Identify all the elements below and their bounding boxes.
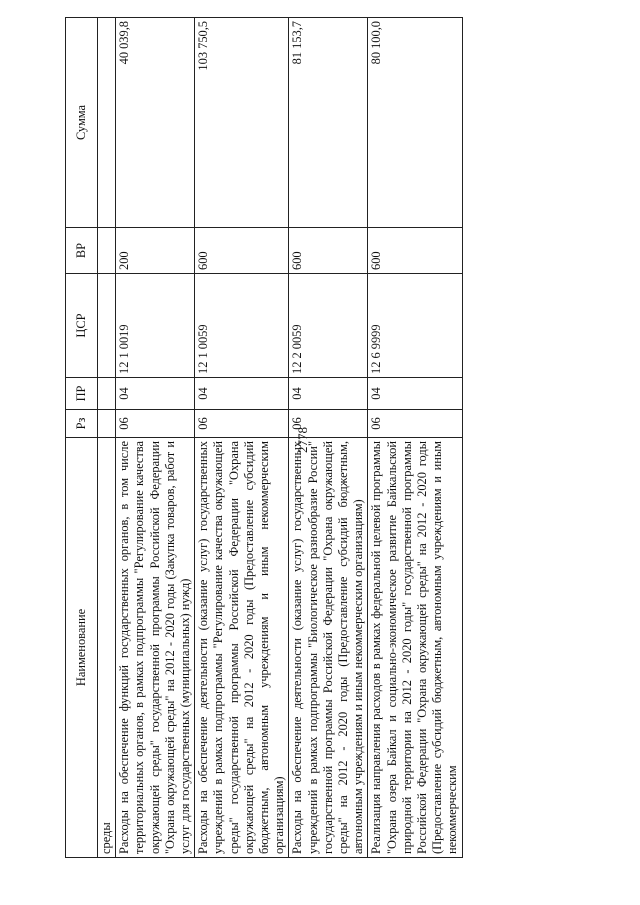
- table-row: [368, 18, 462, 858]
- row-pr: 04: [116, 378, 195, 410]
- budget-table: [65, 17, 463, 858]
- row-csr: 12 2 0059: [289, 274, 368, 378]
- header-vr: ВР: [66, 228, 98, 274]
- table-row: [289, 18, 368, 858]
- row-csr: 12 1 0019: [116, 274, 195, 378]
- header-rz: Рз: [66, 410, 98, 438]
- rotated-page: [65, 18, 640, 858]
- row-pr: [98, 378, 116, 410]
- page-number: 2778: [295, 427, 310, 453]
- row-csr: 12 1 0059: [195, 274, 289, 378]
- table-row: [116, 18, 195, 858]
- row-name: Расходы на обеспечение деятельности (оказание услуг) государственных учреждений в рамках подпрограммы "Биологическое разнообразие России" государственной программы Российской Федерации "Охрана окружающей среды" на 2012 - 2020 годы (Предоставление субсидий бюджетным, автономным учреждениям и иным некоммерческим организациям): [289, 438, 368, 858]
- row-rz: 06: [116, 410, 195, 438]
- table-row: [195, 18, 289, 858]
- row-vr: [98, 228, 116, 274]
- row-rz: 06: [289, 410, 368, 438]
- row-vr: 600: [289, 228, 368, 274]
- table-header-row: [66, 18, 98, 858]
- row-pr: 04: [368, 378, 462, 410]
- row-rz: 06: [368, 410, 462, 438]
- row-name: среды: [98, 438, 116, 858]
- row-vr: 600: [195, 228, 289, 274]
- header-name: Наименование: [66, 438, 98, 858]
- row-name: Расходы на обеспечение функций государственных органов, в том числе территориальных органов, в рамках подпрограммы "Регулирование качества окружающей среды" государственной программы Российской Федерации "Охрана окружающей среды" на 2012 - 2020 годы (Закупка товаров, работ и услуг для государственных (муниципальных) нужд): [116, 438, 195, 858]
- row-name: Реализация направления расходов в рамках федеральной целевой программы "Охрана озера Байкал и социально-экономическое развитие Байкальской природной территории на 2012 - 2020 годы" государственной программы Российской Федерации "Охрана окружающей среды" на 2012 - 2020 годы (Предоставление субсидий бюджетным, автономным учреждениям и иным некоммерческим: [368, 438, 462, 858]
- header-sum: Сумма: [66, 18, 98, 228]
- row-csr: [98, 274, 116, 378]
- header-csr: ЦСР: [66, 274, 98, 378]
- row-pr: 04: [289, 378, 368, 410]
- row-csr: 12 6 9999: [368, 274, 462, 378]
- table-row: [98, 18, 116, 858]
- row-vr: 200: [116, 228, 195, 274]
- row-rz: 06: [195, 410, 289, 438]
- row-sum: 40 039,8: [116, 18, 195, 228]
- row-sum: 103 750,5: [195, 18, 289, 228]
- row-vr: 600: [368, 228, 462, 274]
- row-sum: 80 100,0: [368, 18, 462, 228]
- row-sum: 81 153,7: [289, 18, 368, 228]
- row-name: Расходы на обеспечение деятельности (оказание услуг) государственных учреждений в рамках подпрограммы "Регулирование качества окружающей среды" государственной программы Российской Федерации "Охрана окружающей среды" на 2012 - 2020 годы (Предоставление субсидий бюджетным, автономным учреждениям и иным некоммерческим организациям): [195, 438, 289, 858]
- row-sum: [98, 18, 116, 228]
- row-rz: [98, 410, 116, 438]
- row-pr: 04: [195, 378, 289, 410]
- header-pr: ПР: [66, 378, 98, 410]
